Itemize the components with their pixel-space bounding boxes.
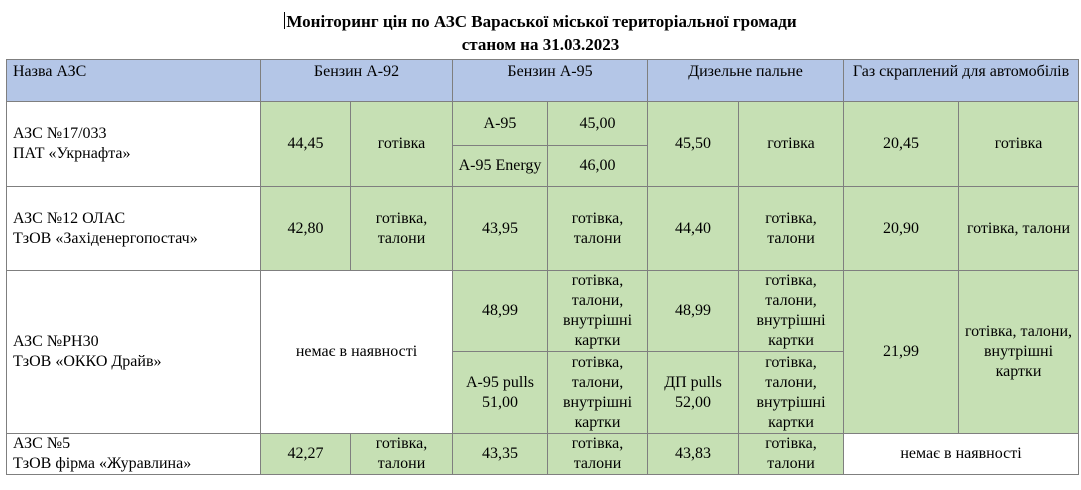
gas-price: 21,99 (844, 271, 959, 434)
station-name-cell (7, 102, 261, 187)
a95-price: 45,00 (548, 102, 648, 146)
station-name: АЗС №5 (13, 435, 71, 452)
gas-not-available: немає в наявності (844, 434, 1079, 475)
gas-payment: готівка, талони (959, 187, 1079, 271)
diesel-price: 44,40 (648, 187, 739, 271)
gas-price: 20,90 (844, 187, 959, 271)
table-row (7, 187, 1079, 271)
diesel-pulls-price (648, 352, 739, 434)
a95-payment: готівка, талони (548, 187, 648, 271)
station-name-cell (7, 434, 261, 475)
a92-price: 44,45 (261, 102, 351, 187)
a95-payment: готівка, талони, внутрішні картки (548, 271, 648, 352)
station-name: АЗС №12 ОЛАС (13, 209, 126, 227)
diesel-price: 48,99 (648, 271, 739, 352)
a92-not-available: немає в наявності (261, 271, 453, 434)
a95-price: 48,99 (453, 271, 548, 352)
a95-price: 43,95 (453, 187, 548, 271)
page-title-line1: Моніторинг цін по АЗС Вараської міської територіальної громади (286, 12, 797, 31)
diesel-payment: готівка, талони (739, 187, 844, 271)
page-subtitle: станом на 31.03.2023 (461, 35, 620, 54)
table-row (7, 271, 1079, 352)
diesel-price: 45,50 (648, 102, 739, 187)
a92-price: 42,27 (261, 434, 351, 475)
station-company: ТзОВ «Західенергопостач» (13, 229, 198, 247)
station-name: АЗС №17/033 (13, 125, 107, 142)
a92-price: 42,80 (261, 187, 351, 271)
a95-pulls-price (453, 352, 548, 434)
header-station-name: Назва АЗС (7, 60, 261, 102)
table-row (7, 434, 1079, 475)
header-a92: Бензин А-92 (261, 60, 453, 102)
fuel-price-table (6, 59, 1079, 475)
diesel-pulls-payment: готівка, талони, внутрішні картки (739, 352, 844, 434)
a95-payment: готівка, талони (548, 434, 648, 475)
station-company: ТзОВ фірма «Журавлина» (13, 455, 192, 472)
a95-energy-price: 46,00 (548, 146, 648, 187)
station-name-cell (7, 187, 261, 271)
station-company: ТзОВ «ОККО Драйв» (13, 353, 162, 370)
page-title (0, 12, 1081, 32)
diesel-pulls-value: 52,00 (675, 393, 711, 411)
a95-grade: А-95 (453, 102, 548, 146)
a95-energy-grade: А-95 Energy (453, 146, 548, 187)
header-diesel: Дизельне пальне (648, 60, 844, 102)
header-gas: Газ скраплений для автомобілів (844, 60, 1079, 102)
diesel-pulls-label: ДП pulls (664, 373, 722, 391)
gas-payment: готівка (959, 102, 1079, 187)
a95-price: 43,35 (453, 434, 548, 475)
gas-payment: готівка, талони, внутрішні картки (959, 271, 1079, 434)
station-name-cell (7, 271, 261, 434)
station-company: ПАТ «Укрнафта» (13, 145, 131, 162)
a92-payment: готівка (351, 102, 453, 187)
diesel-price: 43,83 (648, 434, 739, 475)
station-name: АЗС №РН30 (13, 333, 99, 350)
diesel-payment: готівка (739, 102, 844, 187)
table-header-row (7, 60, 1079, 102)
a95-pulls-value: 51,00 (482, 393, 518, 411)
diesel-payment: готівка, талони, внутрішні картки (739, 271, 844, 352)
gas-price: 20,45 (844, 102, 959, 187)
table-row (7, 102, 1079, 146)
a95-pulls-payment: готівка, талони, внутрішні картки (548, 352, 648, 434)
diesel-payment: готівка, талони (739, 434, 844, 475)
a95-pulls-label: А-95 pulls (466, 373, 534, 391)
header-a95: Бензин А-95 (453, 60, 648, 102)
a92-payment: готівка, талони (351, 187, 453, 271)
a92-payment: готівка, талони (351, 434, 453, 475)
